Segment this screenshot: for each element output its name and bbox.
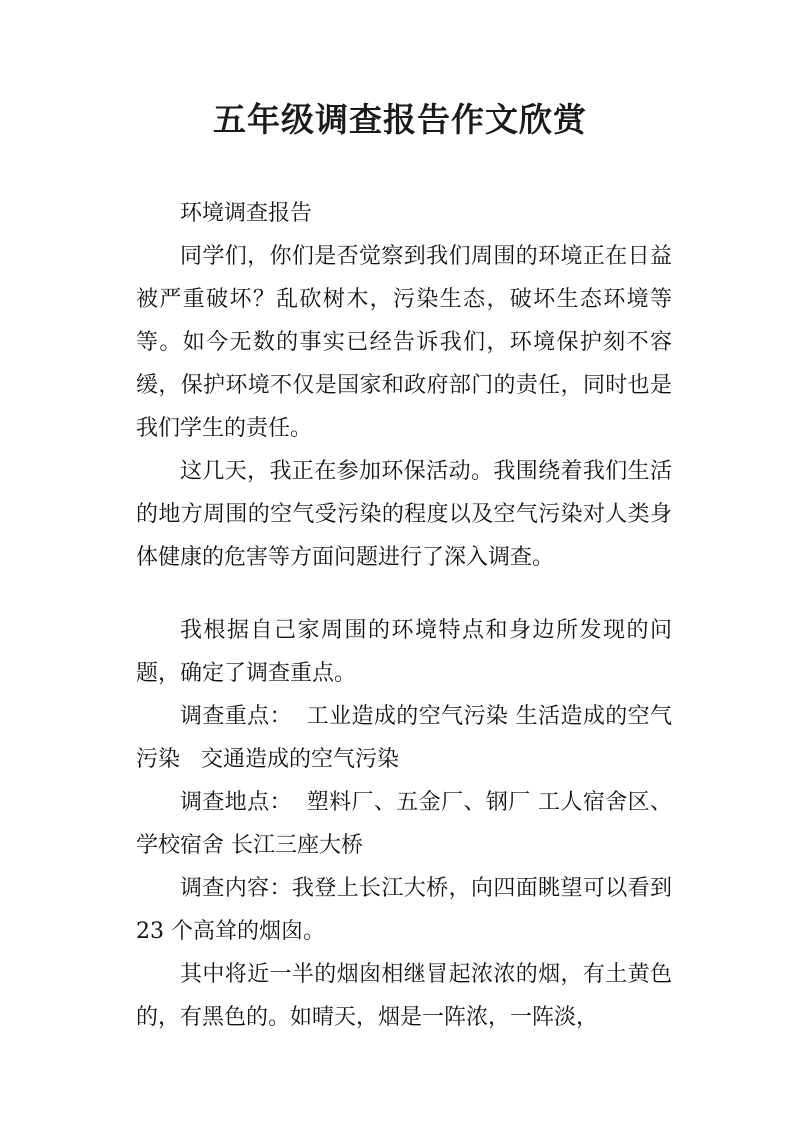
- paragraph: 我根据自己家周围的环境特点和身边所发现的问题，确定了调查重点。: [136, 618, 672, 686]
- paragraph: 调查内容：我登上长江大桥，向四面眺望可以看到 23 个高耸的烟囱。: [136, 876, 679, 944]
- paragraph: 同学们，你们是否觉察到我们周围的环境正在日益被严重破坏？乱砍树木，污染生态，破坏生态环境等等。如今无数的事实已经告诉我们，环境保护刻不容缓，保护环境不仅是国家和政府部门的责任，同时也是我们学生的责任。: [136, 244, 672, 441]
- document-title: 五年级调查报告作文欣赏: [213, 100, 587, 139]
- paragraph: 其中将近一半的烟囱相继冒起浓浓的烟，有土黄色的，有黑色的。如晴天，烟是一阵浓，一阵淡，: [136, 962, 672, 1030]
- paragraph: 调查重点： 工业造成的空气污染 生活造成的空气污染 交通造成的空气污染: [136, 704, 672, 772]
- document-body: [136, 192, 679, 1039]
- report-heading: 环境调查报告: [180, 201, 313, 226]
- paragraph: 调查地点： 塑料厂、五金厂、钢厂 工人宿舍区、学校宿舍 长江三座大桥: [136, 790, 672, 858]
- paragraph: 这几天，我正在参加环保活动。我围绕着我们生活的地方周围的空气受污染的程度以及空气污染对人类身体健康的危害等方面问题进行了深入调查。: [136, 459, 672, 570]
